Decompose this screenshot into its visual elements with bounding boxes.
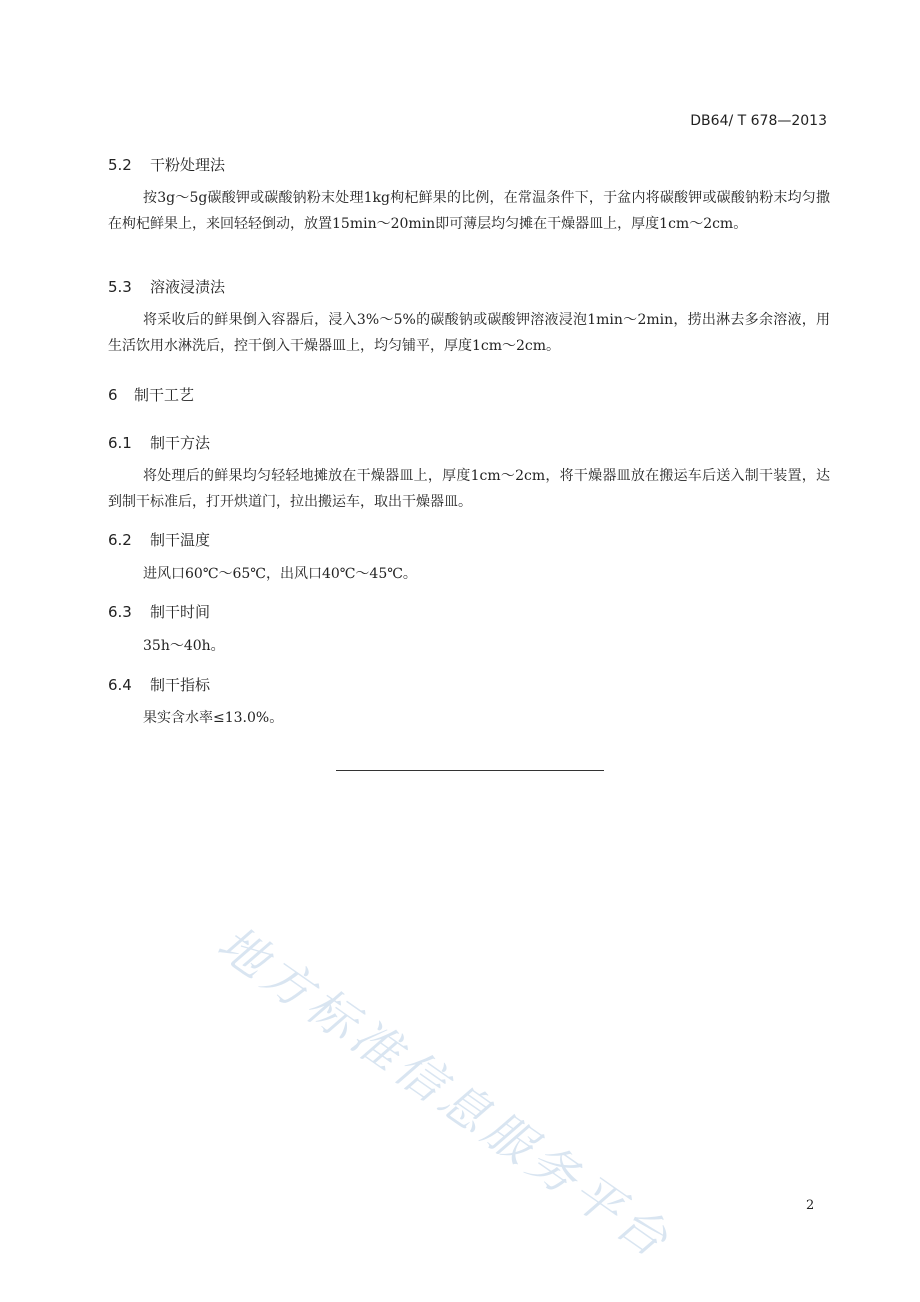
- section-title: 制干工艺: [134, 386, 195, 404]
- section-body-6-2: 进风口60℃～65℃，出风口40℃～45℃。: [143, 566, 417, 582]
- section-title: 制干温度: [150, 531, 211, 549]
- section-title: 制干方法: [150, 434, 211, 452]
- section-heading-5-3: [108, 276, 225, 297]
- page-number: 2: [806, 1198, 815, 1213]
- section-heading-6: [108, 384, 194, 405]
- section-heading-6-1: [108, 432, 210, 453]
- section-number: 6.1: [108, 434, 132, 452]
- section-heading-6-3: [108, 601, 210, 622]
- standard-code: DB64/ T 678—2013: [690, 113, 827, 129]
- section-number: 6: [108, 386, 118, 404]
- end-of-document-rule: [336, 770, 604, 771]
- section-body-6-4: 果实含水率≤13.0%。: [143, 710, 284, 726]
- section-body-6-3: 35h～40h。: [143, 638, 225, 654]
- section-body-5-2: 按3g～5g碳酸钾或碳酸钠粉末处理1kg枸杞鲜果的比例，在常温条件下，于盆内将碳酸钾或碳酸钠粉末均匀撒在枸杞鲜果上，来回轻轻倒动，放置15min～20min即可薄层均匀摊在干燥器皿上，厚度1cm～2cm。: [108, 190, 830, 232]
- section-title: 干粉处理法: [150, 156, 226, 174]
- section-title: 溶液浸渍法: [150, 278, 226, 296]
- section-number: 6.3: [108, 603, 132, 621]
- section-heading-5-2: [108, 154, 225, 175]
- section-number: 5.2: [108, 156, 132, 174]
- section-number: 6.2: [108, 531, 132, 549]
- section-number: 5.3: [108, 278, 132, 296]
- section-body-5-3: 将采收后的鲜果倒入容器后，浸入3%～5%的碳酸钠或碳酸钾溶液浸泡1min～2min，捞出淋去多余溶液，用生活饮用水淋洗后，控干倒入干燥器皿上，均匀铺平，厚度1cm～2cm。: [108, 312, 830, 354]
- section-heading-6-2: [108, 529, 210, 550]
- section-number: 6.4: [108, 676, 132, 694]
- section-body-6-1: 将处理后的鲜果均匀轻轻地摊放在干燥器皿上，厚度1cm～2cm，将干燥器皿放在搬运车后送入制干装置，达到制干标准后，打开烘道门，拉出搬运车，取出干燥器皿。: [108, 468, 830, 510]
- section-title: 制干指标: [150, 676, 211, 694]
- section-title: 制干时间: [150, 603, 211, 621]
- section-heading-6-4: [108, 674, 210, 695]
- watermark: 地方标准信息服务平台: [207, 915, 682, 1271]
